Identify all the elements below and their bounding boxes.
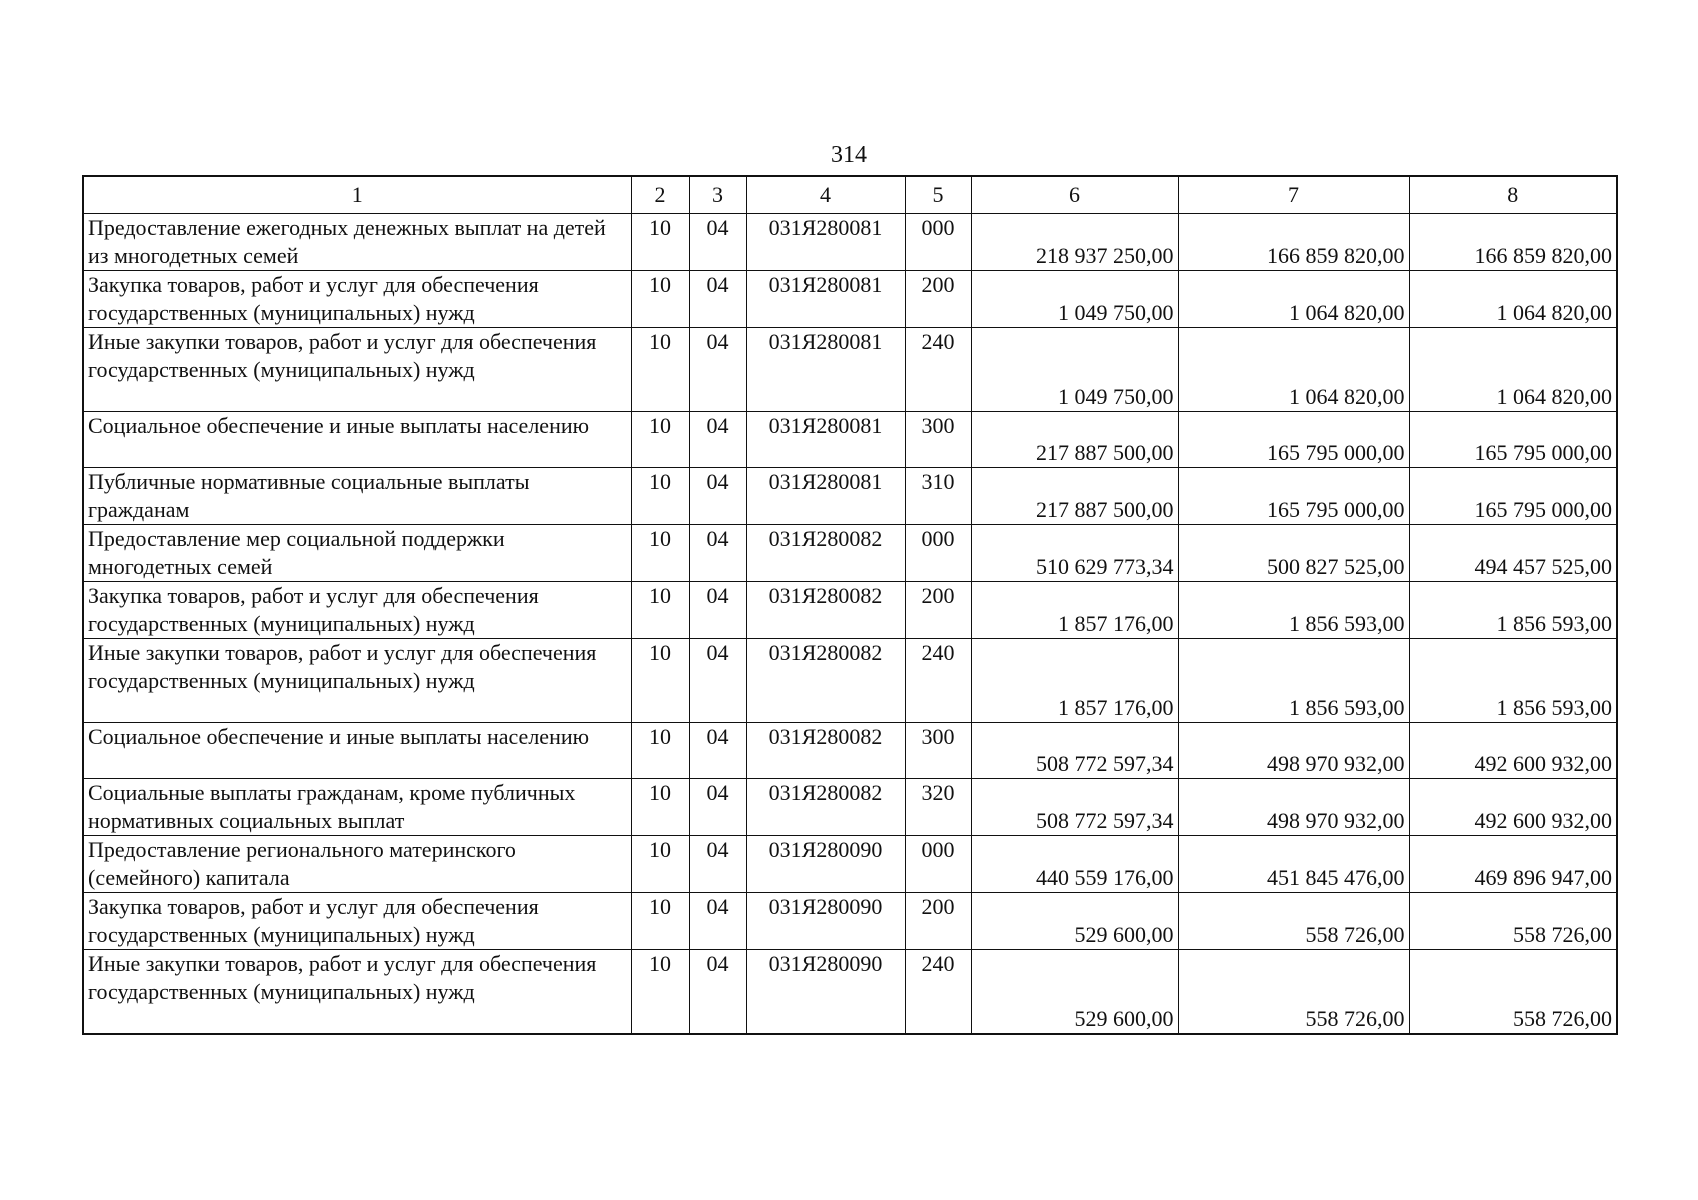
amount-col8-cell: 469 896 947,00 [1409, 836, 1617, 893]
target-article-cell: 031Я280090 [746, 950, 905, 1034]
subsection-code-cell: 04 [689, 214, 746, 271]
amount-col8-cell: 558 726,00 [1409, 950, 1617, 1034]
amount-col8-cell: 494 457 525,00 [1409, 525, 1617, 582]
page-number: 314 [831, 142, 867, 168]
table-row [83, 468, 1617, 525]
amount-col7-cell: 1 064 820,00 [1178, 328, 1409, 412]
amount-col8-cell: 166 859 820,00 [1409, 214, 1617, 271]
amount-col6-cell: 508 772 597,34 [971, 779, 1178, 836]
row-name-cell: Публичные нормативные социальные выплаты гражданам [83, 468, 631, 525]
header-row [83, 176, 1617, 214]
amount-col7-cell: 500 827 525,00 [1178, 525, 1409, 582]
section-code-cell: 10 [631, 950, 689, 1034]
amount-col6-cell: 510 629 773,34 [971, 525, 1178, 582]
amount-col6-cell: 508 772 597,34 [971, 723, 1178, 779]
subsection-code-cell: 04 [689, 582, 746, 639]
expense-type-cell: 200 [905, 271, 971, 328]
expense-type-cell: 240 [905, 950, 971, 1034]
section-code-cell: 10 [631, 214, 689, 271]
section-code-cell: 10 [631, 639, 689, 723]
table-row [83, 779, 1617, 836]
table-row [83, 723, 1617, 779]
header-cell: 5 [905, 176, 971, 214]
amount-col6-cell: 1 857 176,00 [971, 582, 1178, 639]
amount-col6-cell: 218 937 250,00 [971, 214, 1178, 271]
expense-type-cell: 200 [905, 582, 971, 639]
header-cell: 6 [971, 176, 1178, 214]
table-row [83, 214, 1617, 271]
amount-col6-cell: 217 887 500,00 [971, 468, 1178, 525]
amount-col7-cell: 558 726,00 [1178, 893, 1409, 950]
amount-col6-cell: 1 049 750,00 [971, 271, 1178, 328]
section-code-cell: 10 [631, 271, 689, 328]
target-article-cell: 031Я280081 [746, 214, 905, 271]
amount-col6-cell: 529 600,00 [971, 950, 1178, 1034]
amount-col6-cell: 1 049 750,00 [971, 328, 1178, 412]
target-article-cell: 031Я280081 [746, 271, 905, 328]
amount-col7-cell: 1 856 593,00 [1178, 639, 1409, 723]
subsection-code-cell: 04 [689, 723, 746, 779]
amount-col7-cell: 1 856 593,00 [1178, 582, 1409, 639]
subsection-code-cell: 04 [689, 328, 746, 412]
amount-col6-cell: 529 600,00 [971, 893, 1178, 950]
row-name-cell: Социальное обеспечение и иные выплаты населению [83, 412, 631, 468]
expense-type-cell: 310 [905, 468, 971, 525]
section-code-cell: 10 [631, 468, 689, 525]
row-name-cell: Социальное обеспечение и иные выплаты населению [83, 723, 631, 779]
target-article-cell: 031Я280082 [746, 639, 905, 723]
amount-col7-cell: 166 859 820,00 [1178, 214, 1409, 271]
row-name-cell: Социальные выплаты гражданам, кроме публичных нормативных социальных выплат [83, 779, 631, 836]
table-row [83, 328, 1617, 412]
header-cell: 2 [631, 176, 689, 214]
row-name-cell: Закупка товаров, работ и услуг для обеспечения государственных (муниципальных) нужд [83, 582, 631, 639]
subsection-code-cell: 04 [689, 950, 746, 1034]
target-article-cell: 031Я280090 [746, 893, 905, 950]
expense-type-cell: 320 [905, 779, 971, 836]
expense-type-cell: 240 [905, 639, 971, 723]
section-code-cell: 10 [631, 525, 689, 582]
amount-col7-cell: 165 795 000,00 [1178, 468, 1409, 525]
row-name-cell: Иные закупки товаров, работ и услуг для обеспечения государственных (муниципальных) нужд [83, 328, 631, 412]
amount-col7-cell: 1 064 820,00 [1178, 271, 1409, 328]
table-body [83, 214, 1617, 1034]
amount-col8-cell: 558 726,00 [1409, 893, 1617, 950]
subsection-code-cell: 04 [689, 836, 746, 893]
expense-type-cell: 300 [905, 412, 971, 468]
expense-type-cell: 240 [905, 328, 971, 412]
target-article-cell: 031Я280082 [746, 723, 905, 779]
table-row [83, 836, 1617, 893]
row-name-cell: Предоставление ежегодных денежных выплат на детей из многодетных семей [83, 214, 631, 271]
budget-table [82, 175, 1618, 1035]
amount-col7-cell: 451 845 476,00 [1178, 836, 1409, 893]
table-row [83, 950, 1617, 1034]
row-name-cell: Иные закупки товаров, работ и услуг для обеспечения государственных (муниципальных) нужд [83, 639, 631, 723]
table-row [83, 893, 1617, 950]
target-article-cell: 031Я280082 [746, 582, 905, 639]
header-cell: 7 [1178, 176, 1409, 214]
table-row [83, 271, 1617, 328]
subsection-code-cell: 04 [689, 639, 746, 723]
amount-col6-cell: 217 887 500,00 [971, 412, 1178, 468]
subsection-code-cell: 04 [689, 893, 746, 950]
target-article-cell: 031Я280082 [746, 779, 905, 836]
subsection-code-cell: 04 [689, 779, 746, 836]
header-cell: 1 [83, 176, 631, 214]
amount-col7-cell: 558 726,00 [1178, 950, 1409, 1034]
amount-col8-cell: 1 064 820,00 [1409, 271, 1617, 328]
subsection-code-cell: 04 [689, 271, 746, 328]
table-row [83, 525, 1617, 582]
header-cell: 4 [746, 176, 905, 214]
header-cell: 8 [1409, 176, 1617, 214]
subsection-code-cell: 04 [689, 468, 746, 525]
section-code-cell: 10 [631, 779, 689, 836]
amount-col8-cell: 492 600 932,00 [1409, 779, 1617, 836]
expense-type-cell: 000 [905, 214, 971, 271]
target-article-cell: 031Я280082 [746, 525, 905, 582]
expense-type-cell: 000 [905, 836, 971, 893]
section-code-cell: 10 [631, 582, 689, 639]
amount-col7-cell: 165 795 000,00 [1178, 412, 1409, 468]
row-name-cell: Предоставление регионального материнского (семейного) капитала [83, 836, 631, 893]
amount-col8-cell: 1 064 820,00 [1409, 328, 1617, 412]
amount-col8-cell: 492 600 932,00 [1409, 723, 1617, 779]
row-name-cell: Закупка товаров, работ и услуг для обеспечения государственных (муниципальных) нужд [83, 893, 631, 950]
section-code-cell: 10 [631, 412, 689, 468]
expense-type-cell: 000 [905, 525, 971, 582]
table-row [83, 582, 1617, 639]
target-article-cell: 031Я280081 [746, 412, 905, 468]
target-article-cell: 031Я280081 [746, 468, 905, 525]
subsection-code-cell: 04 [689, 525, 746, 582]
amount-col8-cell: 165 795 000,00 [1409, 468, 1617, 525]
amount-col8-cell: 1 856 593,00 [1409, 582, 1617, 639]
target-article-cell: 031Я280090 [746, 836, 905, 893]
section-code-cell: 10 [631, 723, 689, 779]
row-name-cell: Предоставление мер социальной поддержки многодетных семей [83, 525, 631, 582]
table-row [83, 639, 1617, 723]
amount-col8-cell: 165 795 000,00 [1409, 412, 1617, 468]
section-code-cell: 10 [631, 893, 689, 950]
amount-col7-cell: 498 970 932,00 [1178, 723, 1409, 779]
amount-col7-cell: 498 970 932,00 [1178, 779, 1409, 836]
table-row [83, 412, 1617, 468]
expense-type-cell: 200 [905, 893, 971, 950]
row-name-cell: Закупка товаров, работ и услуг для обеспечения государственных (муниципальных) нужд [83, 271, 631, 328]
subsection-code-cell: 04 [689, 412, 746, 468]
amount-col6-cell: 1 857 176,00 [971, 639, 1178, 723]
section-code-cell: 10 [631, 328, 689, 412]
amount-col6-cell: 440 559 176,00 [971, 836, 1178, 893]
header-cell: 3 [689, 176, 746, 214]
target-article-cell: 031Я280081 [746, 328, 905, 412]
row-name-cell: Иные закупки товаров, работ и услуг для обеспечения государственных (муниципальных) нужд [83, 950, 631, 1034]
section-code-cell: 10 [631, 836, 689, 893]
expense-type-cell: 300 [905, 723, 971, 779]
amount-col8-cell: 1 856 593,00 [1409, 639, 1617, 723]
